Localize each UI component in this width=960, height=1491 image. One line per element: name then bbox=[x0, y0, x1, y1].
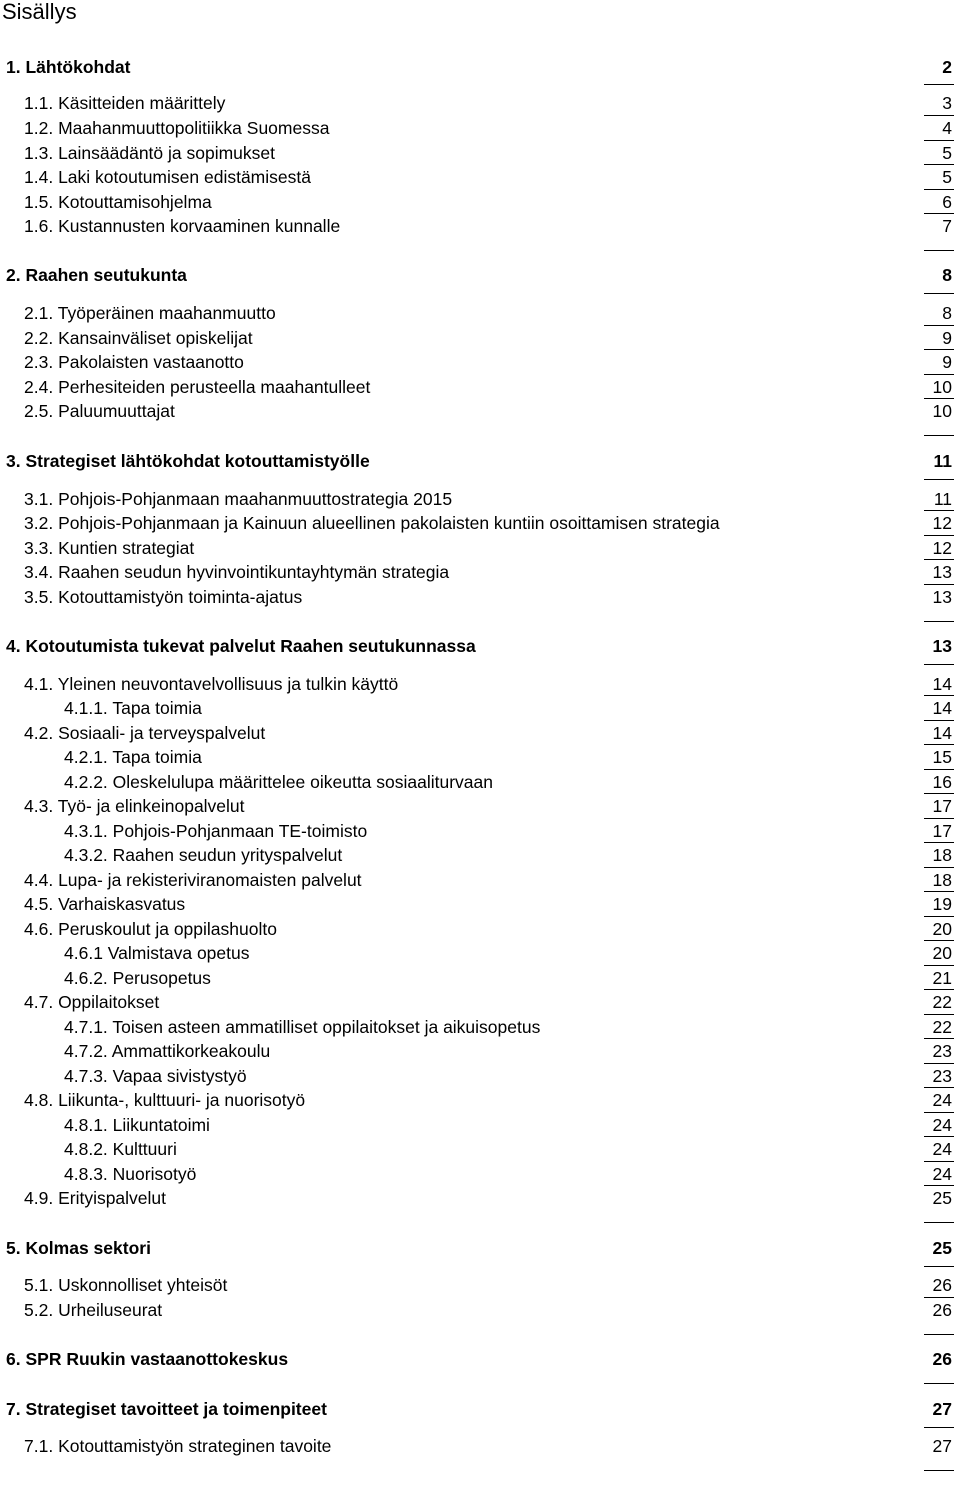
toc-entry-label bbox=[24, 301, 276, 325]
toc-page-number: 11 bbox=[933, 489, 952, 509]
toc-page-number: 23 bbox=[932, 1066, 952, 1086]
toc-page-number: 10 bbox=[932, 377, 952, 397]
toc-entry-number: 4.3. bbox=[24, 796, 58, 816]
toc-entry[interactable] bbox=[0, 165, 960, 189]
toc-page-number: 5 bbox=[942, 143, 952, 163]
toc-entry-text: Kotouttamistyön strateginen tavoite bbox=[58, 1436, 332, 1456]
toc-entry-number: 4.1.1. bbox=[64, 698, 113, 718]
toc-page-number: 22 bbox=[932, 1017, 952, 1037]
toc-entry[interactable] bbox=[0, 892, 960, 916]
toc-entry-label bbox=[6, 634, 476, 658]
toc-entry-text: Pohjois-Pohjanmaan maahanmuuttostrategia 2015 bbox=[58, 489, 453, 509]
toc-entry-text: Kotouttamisohjelma bbox=[58, 192, 212, 212]
toc-entry-text: Pohjois-Pohjanmaan ja Kainuun alueellinen pakolaisten kuntiin osoittamisen strategia bbox=[58, 513, 720, 533]
toc-page-number: 16 bbox=[932, 772, 952, 792]
toc-page-number: 22 bbox=[932, 992, 952, 1012]
toc-entry[interactable] bbox=[0, 1397, 960, 1421]
toc-entry-number: 2.5. bbox=[24, 401, 59, 421]
toc-entry-text: Lupa- ja rekisteriviranomaisten palvelut bbox=[58, 870, 362, 890]
toc-entry-label bbox=[24, 487, 452, 511]
toc-page-number: 17 bbox=[932, 796, 952, 816]
toc-page-number: 25 bbox=[932, 1188, 952, 1208]
toc-page-number: 19 bbox=[932, 894, 952, 914]
toc-entry-label bbox=[24, 165, 311, 189]
toc-page-number: 4 bbox=[942, 118, 952, 138]
toc-entry[interactable] bbox=[0, 917, 960, 941]
toc-entry-label bbox=[24, 326, 253, 350]
toc-entry[interactable] bbox=[0, 1347, 960, 1371]
toc-entry-label bbox=[6, 55, 130, 79]
toc-entry-text: Kolmas sektori bbox=[25, 1238, 151, 1258]
toc-page-number: 8 bbox=[942, 303, 952, 323]
toc-entry[interactable] bbox=[0, 745, 960, 769]
toc-entry-label bbox=[24, 116, 329, 140]
toc-entry-text: Toisen asteen ammatilliset oppilaitokset ja aikuisopetus bbox=[112, 1017, 541, 1037]
toc-entry-number: 2.2. bbox=[24, 328, 59, 348]
toc-entry-text: Liikuntatoimi bbox=[112, 1115, 210, 1135]
toc-entry-label bbox=[24, 214, 340, 238]
toc-entry-number: 1.2. bbox=[24, 118, 59, 138]
toc-page-underline bbox=[924, 664, 954, 665]
toc-entry-text: Uskonnolliset yhteisöt bbox=[58, 1275, 228, 1295]
toc-page-underline bbox=[924, 1266, 954, 1267]
toc-page-number: 17 bbox=[932, 821, 952, 841]
toc-entry-number: 4.2.1. bbox=[64, 747, 113, 767]
toc-entry[interactable] bbox=[0, 1273, 960, 1297]
toc-entry[interactable] bbox=[0, 301, 960, 325]
toc-entry[interactable] bbox=[0, 721, 960, 745]
toc-page-number: 2 bbox=[942, 57, 952, 77]
toc-entry-label bbox=[24, 399, 175, 423]
toc-entry-number: 4.9. bbox=[24, 1188, 59, 1208]
toc-entry[interactable] bbox=[0, 375, 960, 399]
toc-entry-label bbox=[24, 892, 185, 916]
toc-entry-number: 4.8.3. bbox=[64, 1164, 113, 1184]
toc-page-number: 6 bbox=[942, 192, 952, 212]
toc-page-number: 3 bbox=[942, 93, 952, 113]
toc-entry-text: Kotoutumista tukevat palvelut Raahen seutukunnassa bbox=[25, 636, 476, 656]
toc-entry[interactable] bbox=[0, 1064, 960, 1088]
toc-entry-label bbox=[24, 585, 302, 609]
toc-page-number: 26 bbox=[932, 1275, 952, 1295]
toc-entry[interactable] bbox=[0, 1015, 960, 1039]
toc-entry-label bbox=[24, 917, 277, 941]
toc-page-number: 24 bbox=[932, 1164, 952, 1184]
toc-entry[interactable] bbox=[0, 1186, 960, 1210]
toc-page-number: 18 bbox=[932, 845, 952, 865]
toc-page-underline bbox=[924, 1427, 954, 1428]
toc-page-underline bbox=[924, 1334, 954, 1335]
toc-entry-number: 4.6.2. bbox=[64, 968, 113, 988]
toc-entry[interactable] bbox=[0, 263, 960, 287]
toc-entry-label bbox=[24, 91, 225, 115]
toc-entry-text: Tapa toimia bbox=[112, 698, 202, 718]
toc-entry-text: Lähtökohdat bbox=[25, 57, 131, 77]
toc-page-number: 24 bbox=[932, 1139, 952, 1159]
toc-entry-number: 4.8. bbox=[24, 1090, 59, 1110]
toc-entry-label bbox=[64, 745, 202, 769]
toc-entry-number: 5.2. bbox=[24, 1300, 59, 1320]
toc-entry-label bbox=[64, 1015, 540, 1039]
toc-page-number: 9 bbox=[942, 328, 952, 348]
toc-entry-label bbox=[24, 1088, 305, 1112]
toc-entry-label bbox=[24, 560, 449, 584]
toc-entry-text: Raahen seudun yrityspalvelut bbox=[112, 845, 343, 865]
toc-entry[interactable] bbox=[0, 511, 960, 535]
toc-entry-number: 4.8.1. bbox=[64, 1115, 113, 1135]
toc-page-number: 14 bbox=[932, 674, 952, 694]
toc-entry[interactable] bbox=[0, 350, 960, 374]
toc-entry-label bbox=[24, 1298, 162, 1322]
toc-entry-text: Perusopetus bbox=[112, 968, 211, 988]
toc-entry-text: Lainsäädäntö ja sopimukset bbox=[58, 143, 276, 163]
toc-entry[interactable] bbox=[0, 399, 960, 423]
toc-entry-number: 2.3. bbox=[24, 352, 59, 372]
toc-entry-number: 5. bbox=[6, 1238, 26, 1258]
toc-page-number: 27 bbox=[932, 1436, 952, 1456]
page-title: Sisällys bbox=[2, 0, 77, 24]
toc-entry-text: Yleinen neuvontavelvollisuus ja tulkin käyttö bbox=[57, 674, 399, 694]
toc-entry[interactable] bbox=[0, 966, 960, 990]
toc-entry-label bbox=[24, 794, 245, 818]
toc-entry-label bbox=[24, 536, 194, 560]
toc-entry-number: 4.6.1 bbox=[64, 943, 108, 963]
toc-entry[interactable] bbox=[0, 794, 960, 818]
toc-entry-text: Kulttuuri bbox=[112, 1139, 177, 1159]
toc-entry-label bbox=[24, 1434, 331, 1458]
toc-entry[interactable] bbox=[0, 696, 960, 720]
toc-entry[interactable] bbox=[0, 770, 960, 794]
toc-entry-number: 4.2. bbox=[24, 723, 59, 743]
toc-entry-number: 3.4. bbox=[24, 562, 59, 582]
toc-page-underline bbox=[924, 250, 954, 251]
toc-entry-text: Oppilaitokset bbox=[58, 992, 160, 1012]
toc-entry-label bbox=[64, 696, 202, 720]
toc-entry-number: 4.7.1. bbox=[64, 1017, 113, 1037]
toc-entry-number: 4.4. bbox=[24, 870, 59, 890]
toc-page-number: 14 bbox=[932, 698, 952, 718]
toc-entry-text: Kustannusten korvaaminen kunnalle bbox=[58, 216, 341, 236]
toc-entry[interactable] bbox=[0, 1434, 960, 1458]
toc-entry-label bbox=[64, 770, 493, 794]
toc-page-underline bbox=[924, 621, 954, 622]
toc-entry-label bbox=[6, 1236, 151, 1260]
toc-entry-label bbox=[6, 1397, 327, 1421]
toc-page-number: 20 bbox=[932, 943, 952, 963]
toc-entry-number: 3.3. bbox=[24, 538, 59, 558]
toc-entry[interactable] bbox=[0, 214, 960, 238]
toc-entry[interactable] bbox=[0, 190, 960, 214]
toc-entry-label bbox=[24, 511, 720, 535]
toc-entry-label bbox=[24, 672, 398, 696]
toc-page-number: 15 bbox=[932, 747, 952, 767]
toc-entry-number: 4.3.2. bbox=[64, 845, 113, 865]
toc-page-underline bbox=[924, 1222, 954, 1223]
toc-entry[interactable] bbox=[0, 672, 960, 696]
toc-entry-number: 4.7.2. bbox=[64, 1041, 112, 1061]
toc-page-number: 26 bbox=[932, 1349, 952, 1369]
toc-page-number: 5 bbox=[942, 167, 952, 187]
toc-entry-label bbox=[64, 966, 211, 990]
toc-entry-text: Työ- ja elinkeinopalvelut bbox=[57, 796, 245, 816]
toc-entry[interactable] bbox=[0, 1039, 960, 1063]
toc-page-number: 24 bbox=[932, 1090, 952, 1110]
toc-entry-text: Sosiaali- ja terveyspalvelut bbox=[58, 723, 266, 743]
toc-entry-number: 3.1. bbox=[24, 489, 59, 509]
toc-entry-text: Pohjois-Pohjanmaan TE-toimisto bbox=[112, 821, 368, 841]
toc-entry-number: 4.7. bbox=[24, 992, 59, 1012]
toc-entry-text: Työperäinen maahanmuutto bbox=[57, 303, 276, 323]
toc-entry-text: Raahen seudun hyvinvointikuntayhtymän strategia bbox=[58, 562, 450, 582]
toc-page-number: 13 bbox=[932, 562, 952, 582]
toc-entry-number: 6. bbox=[6, 1349, 26, 1369]
toc-entry-label bbox=[64, 1039, 270, 1063]
toc-entry-number: 3. bbox=[6, 451, 26, 471]
toc-entry-label bbox=[6, 1347, 288, 1371]
toc-entry-text: Paluumuuttajat bbox=[58, 401, 175, 421]
toc-page-number: 25 bbox=[932, 1238, 952, 1258]
toc-entry[interactable] bbox=[0, 868, 960, 892]
toc-entry-label bbox=[64, 1137, 177, 1161]
toc-entry-number: 2. bbox=[6, 265, 26, 285]
toc-entry-label bbox=[24, 721, 265, 745]
toc-entry-text: Käsitteiden määrittely bbox=[58, 93, 226, 113]
toc-entry-number: 1.4. bbox=[24, 167, 59, 187]
toc-entry-number: 4.5. bbox=[24, 894, 59, 914]
toc-page-number: 8 bbox=[942, 265, 952, 285]
toc-entry-text: Strategiset tavoitteet ja toimenpiteet bbox=[25, 1399, 327, 1419]
toc-entry-label bbox=[64, 843, 342, 867]
toc-entry-label bbox=[64, 1113, 210, 1137]
toc-entry-text: Ammattikorkeakoulu bbox=[111, 1041, 271, 1061]
toc-entry-label bbox=[24, 1186, 166, 1210]
toc-entry[interactable] bbox=[0, 1236, 960, 1260]
toc-page-underline bbox=[924, 84, 954, 85]
toc-entry[interactable] bbox=[0, 941, 960, 965]
toc-entry-label bbox=[6, 449, 370, 473]
toc-entry-number: 1.5. bbox=[24, 192, 59, 212]
toc-page-number: 13 bbox=[932, 587, 952, 607]
toc-entry-text: Kansainväliset opiskelijat bbox=[58, 328, 253, 348]
toc-entry-text: SPR Ruukin vastaanottokeskus bbox=[25, 1349, 289, 1369]
toc-entry-text: Erityispalvelut bbox=[58, 1188, 167, 1208]
toc-entry-label bbox=[24, 350, 244, 374]
toc-entry-label bbox=[24, 990, 159, 1014]
toc-entry[interactable] bbox=[0, 1088, 960, 1112]
toc-entry-text: Tapa toimia bbox=[112, 747, 202, 767]
toc-entry[interactable] bbox=[0, 141, 960, 165]
toc-entry[interactable] bbox=[0, 536, 960, 560]
toc-page-number: 12 bbox=[932, 513, 952, 533]
toc-page-number: 13 bbox=[932, 636, 952, 656]
toc-entry-number: 7. bbox=[6, 1399, 26, 1419]
toc-page-underline bbox=[924, 435, 954, 436]
toc-entry-text: Liikunta-, kulttuuri- ja nuorisotyö bbox=[58, 1090, 306, 1110]
toc-entry-label bbox=[64, 941, 250, 965]
toc-entry[interactable] bbox=[0, 560, 960, 584]
toc-page-number: 10 bbox=[932, 401, 952, 421]
toc-entry-number: 4.3.1. bbox=[64, 821, 113, 841]
toc-entry-label bbox=[24, 1273, 227, 1297]
toc-entry-text: Laki kotoutumisen edistämisestä bbox=[58, 167, 311, 187]
toc-entry-number: 4.8.2. bbox=[64, 1139, 113, 1159]
toc-page-underline bbox=[924, 1383, 954, 1384]
toc-entry-label bbox=[64, 819, 367, 843]
toc-entry-label bbox=[24, 868, 362, 892]
toc-entry[interactable] bbox=[0, 1137, 960, 1161]
toc-page-number: 7 bbox=[942, 216, 952, 236]
toc-entry-label bbox=[24, 190, 212, 214]
toc-entry-text: Peruskoulut ja oppilashuolto bbox=[58, 919, 277, 939]
toc-page-number: 11 bbox=[933, 451, 952, 471]
toc-entry-text: Oleskelulupa määrittelee oikeutta sosiaaliturvaan bbox=[112, 772, 494, 792]
toc-entry-number: 4. bbox=[6, 636, 26, 656]
toc-entry-text: Valmistava opetus bbox=[107, 943, 250, 963]
toc-entry[interactable] bbox=[0, 1162, 960, 1186]
toc-entry[interactable] bbox=[0, 116, 960, 140]
toc-entry-label bbox=[64, 1162, 196, 1186]
toc-entry-number: 2.1. bbox=[24, 303, 58, 323]
toc-entry-number: 4.7.3. bbox=[64, 1066, 113, 1086]
toc-entry-number: 1. bbox=[6, 57, 26, 77]
toc-page-number: 27 bbox=[932, 1399, 952, 1419]
toc-entry-text: Maahanmuuttopolitiikka Suomessa bbox=[58, 118, 330, 138]
toc-entry-label bbox=[6, 263, 187, 287]
toc-page-number: 14 bbox=[932, 723, 952, 743]
toc-entry-label bbox=[24, 141, 275, 165]
toc-entry[interactable] bbox=[0, 55, 960, 79]
toc-page-underline bbox=[924, 293, 954, 294]
toc-page-underline bbox=[924, 1470, 954, 1471]
toc-entry-label bbox=[24, 375, 370, 399]
toc-entry-text: Kotouttamistyön toiminta-ajatus bbox=[58, 587, 303, 607]
toc-entry[interactable] bbox=[0, 326, 960, 350]
toc-entry[interactable] bbox=[0, 91, 960, 115]
toc-page-number: 12 bbox=[932, 538, 952, 558]
toc-entry-number: 4.6. bbox=[24, 919, 59, 939]
toc-entry-text: Strategiset lähtökohdat kotouttamistyölle bbox=[25, 451, 370, 471]
toc-entry-number: 2.4. bbox=[24, 377, 59, 397]
toc-entry[interactable] bbox=[0, 990, 960, 1014]
toc-page-number: 18 bbox=[932, 870, 952, 890]
toc-entry-text: Vapaa sivistystyö bbox=[112, 1066, 247, 1086]
toc-entry-number: 3.2. bbox=[24, 513, 59, 533]
toc-entry[interactable] bbox=[0, 1298, 960, 1322]
toc-entry[interactable] bbox=[0, 487, 960, 511]
toc-page-number: 26 bbox=[932, 1300, 952, 1320]
toc-entry-text: Nuorisotyö bbox=[112, 1164, 197, 1184]
toc-page-underline bbox=[924, 479, 954, 480]
toc-entry[interactable] bbox=[0, 634, 960, 658]
toc-entry[interactable] bbox=[0, 819, 960, 843]
toc-entry-number: 1.6. bbox=[24, 216, 59, 236]
toc-entry-text: Varhaiskasvatus bbox=[58, 894, 186, 914]
toc-entry-number: 1.3. bbox=[24, 143, 59, 163]
toc-entry-text: Kuntien strategiat bbox=[58, 538, 195, 558]
toc-entry-number: 1.1. bbox=[24, 93, 59, 113]
toc-entry-number: 3.5. bbox=[24, 587, 59, 607]
toc-page-number: 21 bbox=[932, 968, 952, 988]
toc-entry-text: Pakolaisten vastaanotto bbox=[58, 352, 244, 372]
toc-entry[interactable] bbox=[0, 585, 960, 609]
toc-entry-number: 4.1. bbox=[24, 674, 58, 694]
toc-entry-label bbox=[64, 1064, 247, 1088]
toc-entry-text: Raahen seutukunta bbox=[25, 265, 187, 285]
toc-page-number: 23 bbox=[932, 1041, 952, 1061]
toc-page-number: 20 bbox=[932, 919, 952, 939]
toc-page-number: 24 bbox=[932, 1115, 952, 1135]
toc-entry-number: 5.1. bbox=[24, 1275, 59, 1295]
toc-entry[interactable] bbox=[0, 1113, 960, 1137]
toc-entry-number: 4.2.2. bbox=[64, 772, 113, 792]
toc-page-number: 9 bbox=[942, 352, 952, 372]
toc-entry-text: Perhesiteiden perusteella maahantulleet bbox=[58, 377, 371, 397]
toc-entry[interactable] bbox=[0, 843, 960, 867]
toc-entry[interactable] bbox=[0, 449, 960, 473]
toc-entry-text: Urheiluseurat bbox=[58, 1300, 163, 1320]
toc-entry-number: 7.1. bbox=[24, 1436, 59, 1456]
